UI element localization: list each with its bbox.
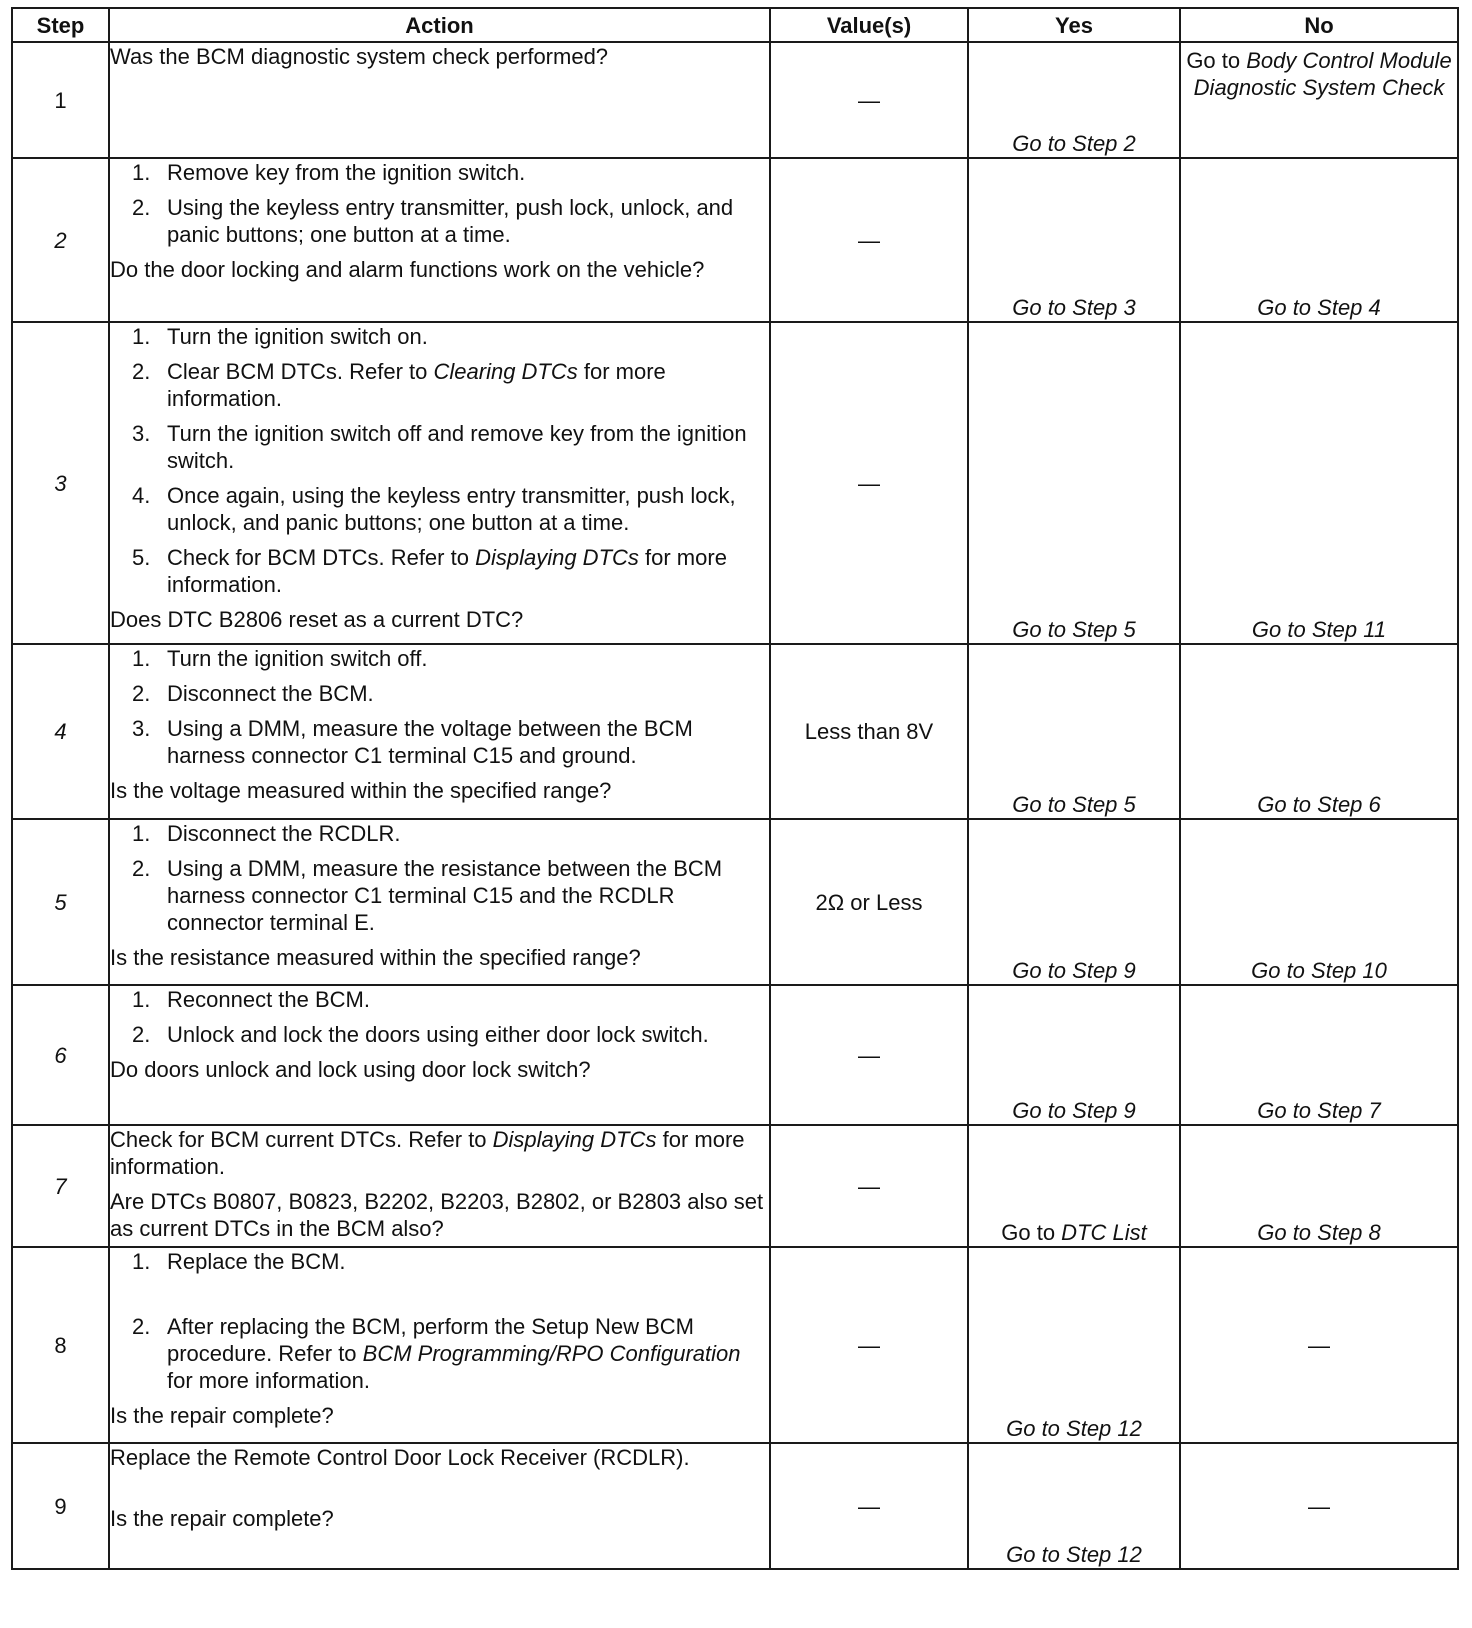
value-cell: — [770,158,968,322]
no-link[interactable]: Go to Step 11 [1180,322,1458,644]
action-question: Does DTC B2806 reset as a current DTC? [110,607,524,632]
reference-link[interactable]: Displaying DTCs [475,545,639,570]
yes-cell [968,1125,1180,1247]
yes-link[interactable]: Go to Step 12 [968,1443,1180,1569]
yes-link[interactable]: Go to Step 5 [968,644,1180,819]
header-row [12,8,1458,42]
list-item-text: Remove key from the ignition switch. [167,160,526,185]
table-row [12,644,1458,819]
no-cell: — [1180,1443,1458,1569]
table-row [12,1125,1458,1247]
action-list [110,159,769,248]
list-item-text: Turn the ignition switch on. [167,324,428,349]
action-question: Is the voltage measured within the specified range? [110,778,612,803]
no-link[interactable]: Body Control Module Diagnostic System Check [1193,48,1452,100]
table-row [12,322,1458,644]
list-item-text: Using a DMM, measure the resistance between the BCM harness connector C1 terminal C15 and the RCDLR connector terminal E. [167,856,723,935]
list-item-text: for more information. [167,359,666,411]
value-cell: — [770,1125,968,1247]
list-item-text: Unlock and lock the doors using either door lock switch. [167,1022,709,1047]
list-item: 2. Unlock and lock the doors using either door lock switch. [132,1022,709,1047]
list-item: 2. Using the keyless entry transmitter, push lock, unlock, and panic buttons; one button at a time. [132,195,734,247]
no-link[interactable]: Go to Step 6 [1180,644,1458,819]
list-item-text: for more information. [167,545,727,597]
yes-prefix: Go to [1001,1220,1062,1245]
list-item: 1. Disconnect the RCDLR. [132,821,401,846]
value-cell: — [770,1443,968,1569]
action-paragraph [110,1126,769,1180]
action-question: Are DTCs B0807, B0823, B2202, B2203, B2802, or B2803 also set as current DTCs in the BCM also? [110,1189,764,1241]
action-cell [109,819,770,985]
action-cell [109,322,770,644]
list-item-text: Clear BCM DTCs. Refer to [167,359,434,384]
list-item-text: Replace the BCM. [167,1249,346,1274]
list-item-text: Turn the ignition switch off. [167,646,428,671]
reference-link[interactable]: Displaying DTCs [492,1127,657,1152]
header-step: Step [12,8,109,42]
list-item: 1. Turn the ignition switch on. [132,324,428,349]
list-item: 2. Clear BCM DTCs. Refer to Clearing DTCs for more information. [132,359,666,411]
table-row [12,158,1458,322]
list-item: 3. Using a DMM, measure the voltage between the BCM harness connector C1 terminal C15 and ground. [132,716,693,768]
action-cell [109,1247,770,1443]
no-cell: — [1180,1247,1458,1443]
reference-link[interactable]: Clearing DTCs [433,359,578,384]
no-link[interactable]: Go to Step 10 [1180,819,1458,985]
spacer [110,1283,769,1313]
list-item-text: Disconnect the BCM. [167,681,374,706]
value-cell: — [770,322,968,644]
step-number: 6 [12,985,109,1125]
action-cell [109,644,770,819]
action-cell [109,158,770,322]
yes-link[interactable]: Go to Step 5 [968,322,1180,644]
table-row [12,42,1458,158]
list-item-text: After replacing the BCM, perform the Setup New BCM procedure. Refer to [167,1314,694,1366]
step-number: 2 [12,158,109,322]
list-item: 3. Turn the ignition switch off and remove key from the ignition switch. [132,421,747,473]
header-action: Action [109,8,770,42]
action-list [110,1248,769,1394]
action-list [110,986,769,1048]
value-cell: — [770,42,968,158]
list-item: 1. Remove key from the ignition switch. [132,160,526,185]
list-item: 2. After replacing the BCM, perform the Setup New BCM procedure. Refer to BCM Programming/RPO Configuration for more information. [132,1314,741,1393]
yes-link[interactable]: Go to Step 12 [968,1247,1180,1443]
action-cell [109,985,770,1125]
yes-link[interactable]: Go to Step 9 [968,819,1180,985]
action-list [110,645,769,769]
list-item: 1. Turn the ignition switch off. [132,646,428,671]
action-question: Is the repair complete? [110,1403,334,1428]
list-item: 1. Reconnect the BCM. [132,987,370,1012]
table-row [12,985,1458,1125]
value-cell: — [770,985,968,1125]
header-no: No [1180,8,1458,42]
value-cell: 2Ω or Less [770,819,968,985]
header-yes: Yes [968,8,1180,42]
list-item: 1. Replace the BCM. [132,1249,346,1274]
no-prefix: Go to [1186,48,1247,73]
no-link[interactable]: Go to Step 4 [1180,158,1458,322]
table-row [12,1443,1458,1569]
list-item: 5. Check for BCM DTCs. Refer to Displaying DTCs for more information. [132,545,727,597]
diagnostic-table [11,7,1459,1570]
list-item-text: Once again, using the keyless entry transmitter, push lock, unlock, and panic buttons; one button at a time. [167,483,736,535]
yes-link[interactable]: Go to Step 2 [968,42,1180,158]
step-number: 7 [12,1125,109,1247]
paragraph-text: for more information. [110,1127,745,1179]
list-item-text: Using a DMM, measure the voltage between the BCM harness connector C1 terminal C15 and ground. [167,716,693,768]
action-question: Was the BCM diagnostic system check performed? [110,44,609,69]
yes-link[interactable]: Go to Step 9 [968,985,1180,1125]
step-number: 5 [12,819,109,985]
step-number: 3 [12,322,109,644]
action-paragraph: Replace the Remote Control Door Lock Receiver (RCDLR). [110,1445,690,1470]
no-link[interactable]: Go to Step 8 [1180,1125,1458,1247]
list-item-text: Disconnect the RCDLR. [167,821,401,846]
reference-link[interactable]: BCM Programming/RPO Configuration [362,1341,741,1366]
paragraph-text: Check for BCM current DTCs. Refer to [110,1127,493,1152]
table-row [12,819,1458,985]
no-cell [1180,42,1458,158]
step-number: 4 [12,644,109,819]
action-list [110,820,769,936]
action-question: Is the repair complete? [110,1506,334,1531]
action-cell [109,42,770,158]
value-cell: — [770,1247,968,1443]
list-item-text: Check for BCM DTCs. Refer to [167,545,476,570]
action-cell [109,1443,770,1569]
action-list [110,323,769,598]
action-cell [109,1125,770,1247]
action-question: Is the resistance measured within the specified range? [110,945,641,970]
header-values: Value(s) [770,8,968,42]
list-item: 2. Using a DMM, measure the resistance between the BCM harness connector C1 terminal C15 and the RCDLR connector terminal E. [132,856,723,935]
list-item-text: Reconnect the BCM. [167,987,370,1012]
list-item-text: for more information. [167,1368,370,1393]
list-item: 2. Disconnect the BCM. [132,681,374,706]
action-question: Do the door locking and alarm functions work on the vehicle? [110,257,705,282]
value-cell: Less than 8V [770,644,968,819]
list-item-text: Using the keyless entry transmitter, push lock, unlock, and panic buttons; one button at a time. [167,195,734,247]
step-number: 9 [12,1443,109,1569]
yes-link[interactable]: Go to Step 3 [968,158,1180,322]
step-number: 1 [12,42,109,158]
step-number: 8 [12,1247,109,1443]
table-row [12,1247,1458,1443]
no-link[interactable]: Go to Step 7 [1180,985,1458,1125]
list-item-text: Turn the ignition switch off and remove key from the ignition switch. [167,421,747,473]
action-question: Do doors unlock and lock using door lock switch? [110,1057,591,1082]
list-item: 4. Once again, using the keyless entry transmitter, push lock, unlock, and panic buttons; one button at a time. [132,483,736,535]
yes-link[interactable]: DTC List [1061,1220,1147,1245]
